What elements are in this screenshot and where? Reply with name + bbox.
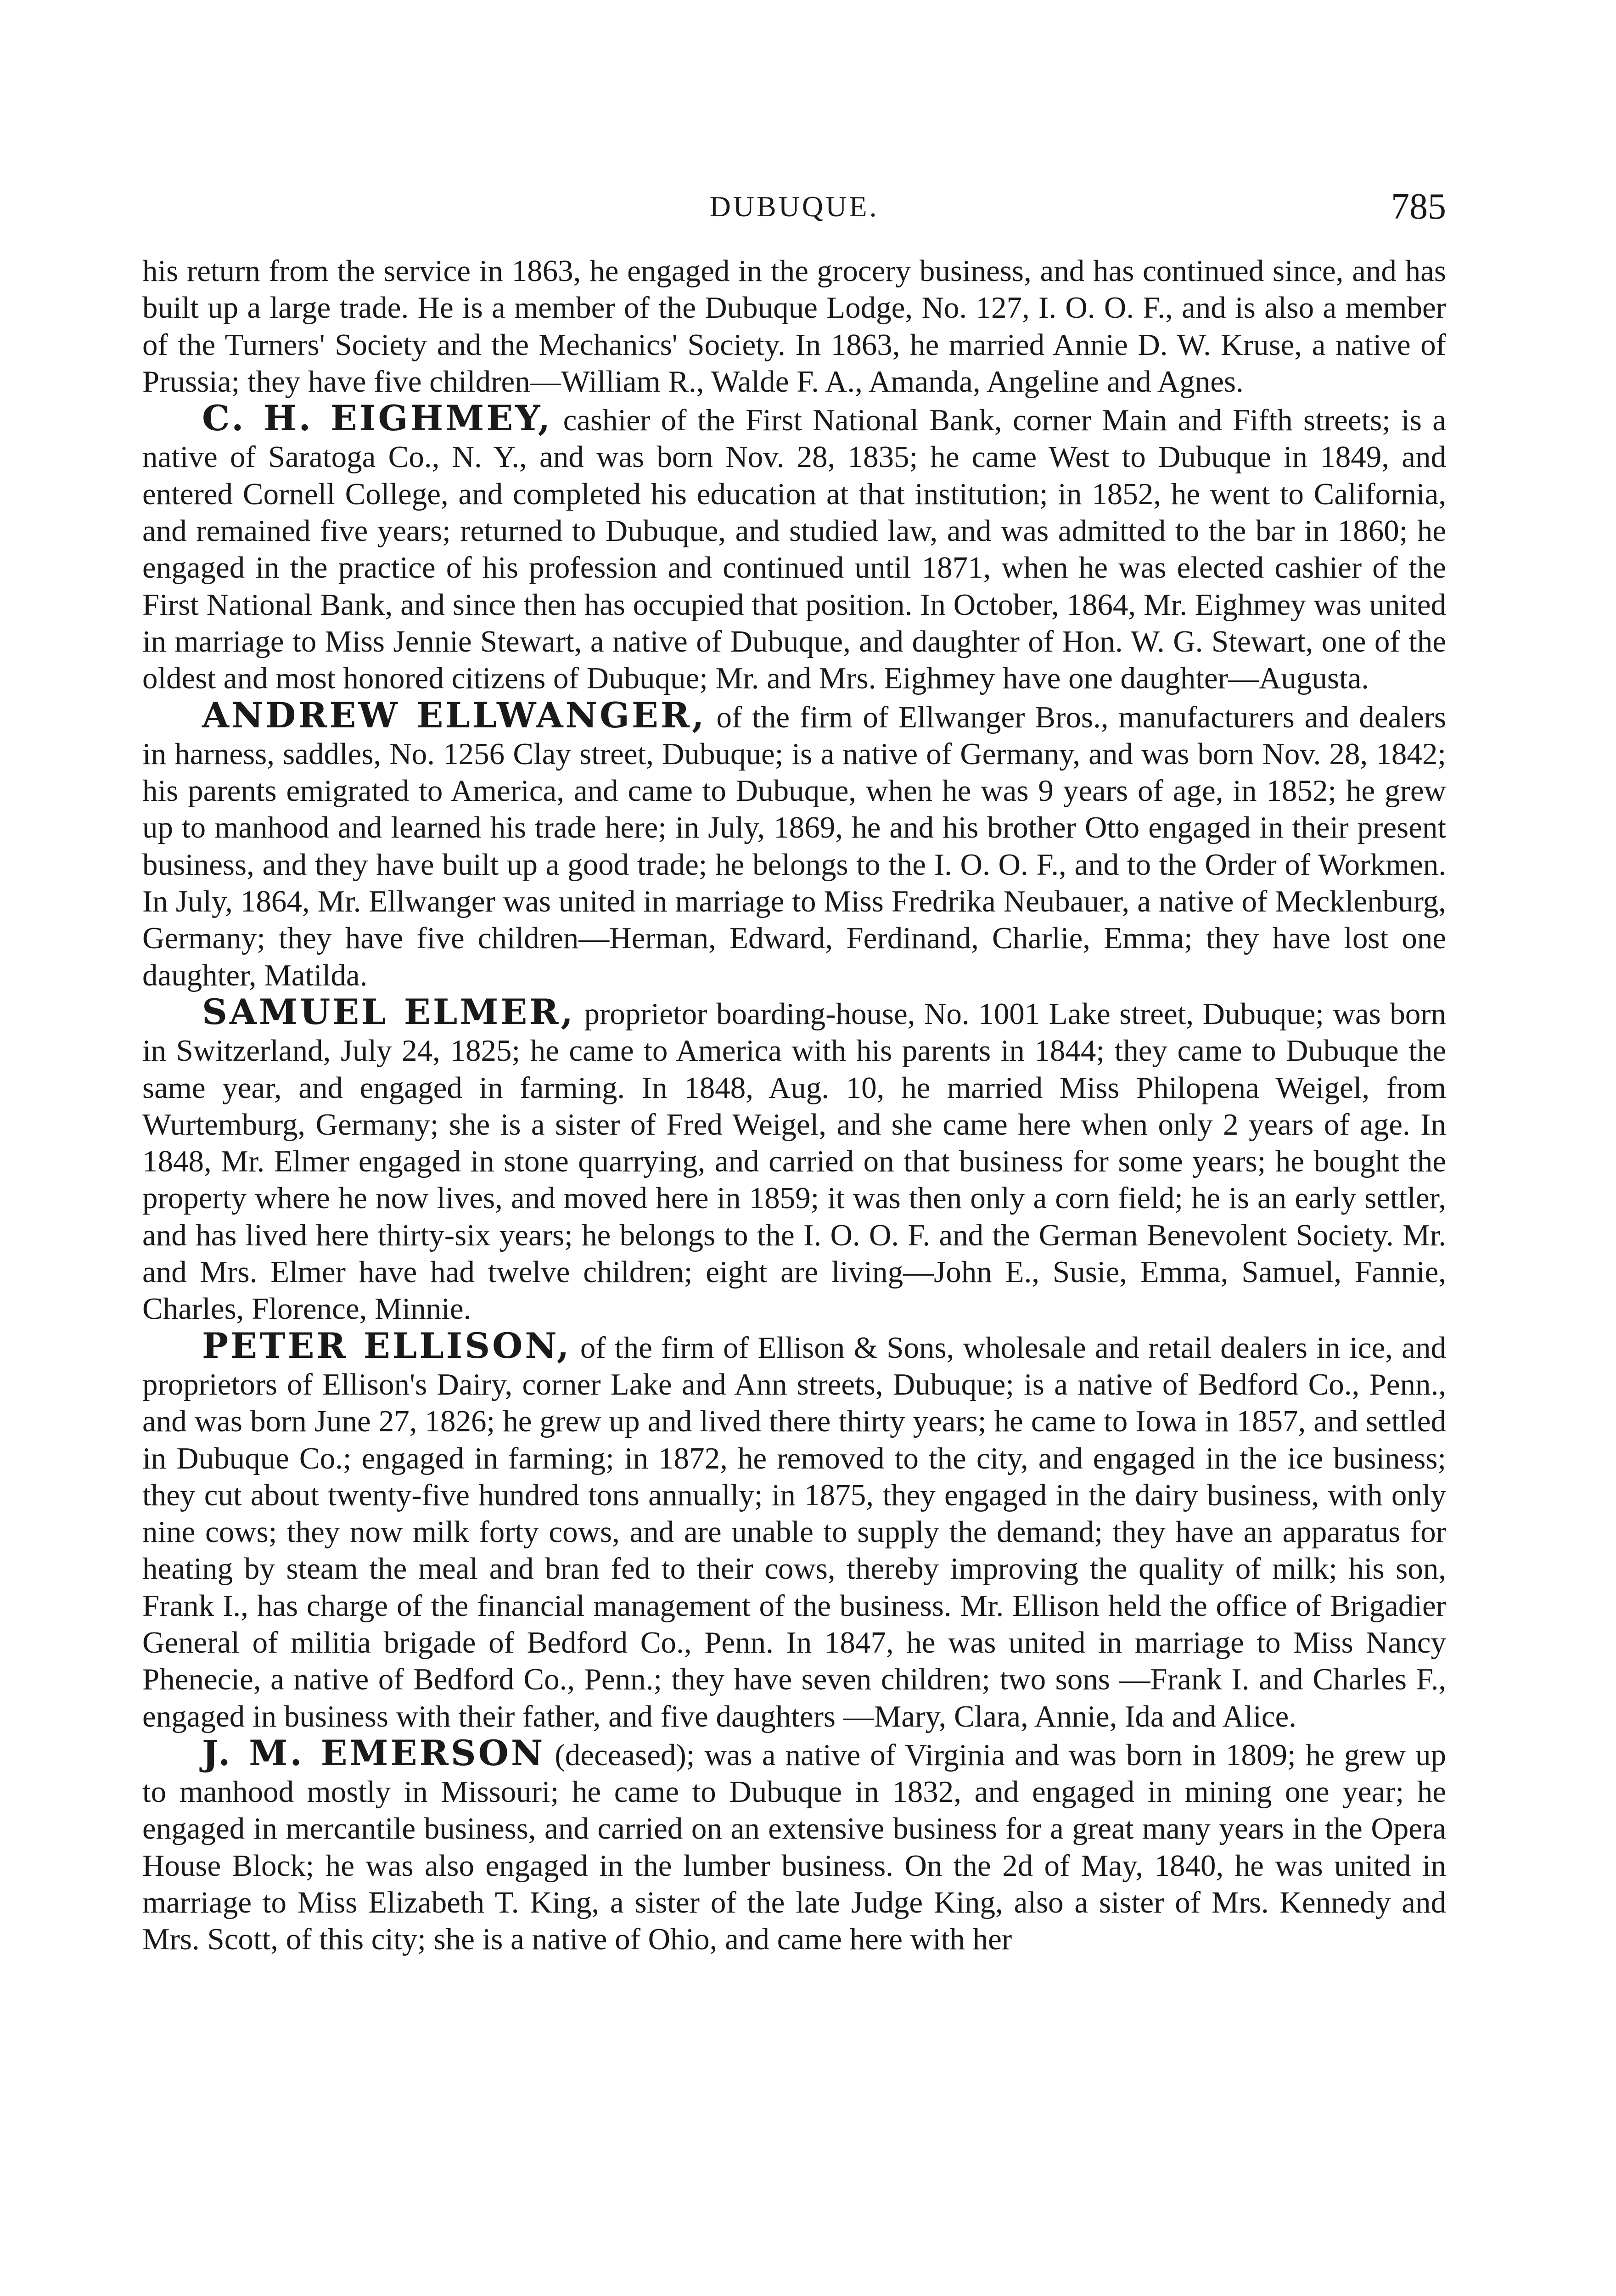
body-text xyxy=(142,253,1446,1958)
biography-text: proprietor boarding-house, No. 1001 Lake street, Dubuque; was born in Switzerland, July 24, 1825; he came to America with his parents in 1844; they came to Dubuque the same year, and engaged in farming. In 1848, Aug. 10, he married Miss Philopena Weigel, from Wurtemburg, Germany; she is a sister of Fred Weigel, and she came here when only 2 years of age. In 1848, Mr. Elmer engaged in stone quarrying, and carried on that business for some years; he bought the property where he now lives, and moved here in 1859; it was then only a corn field; he is an early settler, and has lived here thirty-six years; he belongs to the I. O. O. F. and the German Benevolent Society. Mr. and Mrs. Elmer have had twelve children; eight are living—John E., Susie, Emma, Samuel, Fannie, Charles, Florence, Minnie. xyxy=(142,996,1447,1326)
biography-text: cashier of the First National Bank, corner Main and Fifth streets; is a native of Saratoga Co., N. Y., and was born Nov. 28, 1835; he came West to Dubuque in 1849, and entered Cornell College, and completed his education at that institution; in 1852, he went to California, and remained five years; returned to Dubuque, and studied law, and was admitted to the bar in 1860; he engaged in the practice of his profession and continued until 1871, when he was elected cashier of the First National Bank, and since then has occupied that position. In October, 1864, Mr. Eighmey was united in marriage to Miss Jennie Stewart, a native of Dubuque, and daughter of Hon. W. G. Stewart, one of the oldest and most honored citizens of Dubuque; Mr. and Mrs. Eighmey have one daughter—Augusta. xyxy=(142,403,1446,696)
biography-text: (deceased); was a native of Virginia and was born in 1809; he grew up to manhood mostly in Missouri; he came to Dubuque in 1832, and engaged in mining one year; he engaged in mercantile business, and carried on an extensive business for a great many years in the Opera House Block; he was also engaged in the lumber business. On the 2d of May, 1840, he was united in marriage to Miss Elizabeth T. King, a sister of the late Judge King, also a sister of Mrs. Kennedy and Mrs. Scott, of this city; she is a native of Ohio, and came here with her xyxy=(142,1738,1446,1957)
running-head xyxy=(142,184,1446,230)
biography-elmer xyxy=(142,991,1447,1328)
biography-name: J. M. EMERSON xyxy=(202,1732,545,1773)
biography-name: C. H. EIGHMEY, xyxy=(202,398,553,439)
biography-emerson xyxy=(142,1732,1446,1958)
biography-eighmey xyxy=(142,400,1446,697)
page-number: 785 xyxy=(1391,186,1446,227)
biography-name: ANDREW ELLWANGER, xyxy=(202,694,707,736)
biography-name: PETER ELLISON, xyxy=(202,1325,572,1366)
biography-text: of the firm of Ellwanger Bros., manufacturers and dealers in harness, saddles, No. 1256 Clay street, Dubuque; is a native of Germany, and was born Nov. 28, 1842; his parents emigrated to America, and came to Dubuque, when he was 9 years of age, in 1852; he grew up to manhood and learned his trade here; in July, 1869, he and his brother Otto engaged in their present business, and they have built up a good trade; he belongs to the I. O. O. F., and to the Order of Workmen. In July, 1864, Mr. Ellwanger was united in marriage to Miss Fredrika Neubauer, a native of Mecklenburg, Germany; they have five children—Herman, Edward, Ferdinand, Charlie, Emma; they have lost one daughter, Matilda. xyxy=(142,700,1447,992)
biography-ellison xyxy=(142,1325,1446,1735)
paragraph-text: his return from the service in 1863, he engaged in the grocery business, and has continued since, and has built up a large trade. He is a member of the Dubuque Lodge, No. 127, I. O. O. F., and is also a member of the Turners' Society and the Mechanics' Society. In 1863, he married Annie D. W. Kruse, a native of Prussia; they have five children—William R., Walde F. A., Amanda, Angeline and Agnes. xyxy=(142,254,1446,399)
biography-ellwanger xyxy=(142,694,1447,994)
biography-name: SAMUEL ELMER, xyxy=(202,991,575,1032)
running-title: DUBUQUE. xyxy=(709,190,879,223)
paragraph-continued xyxy=(142,253,1446,400)
biography-text: of the firm of Ellison & Sons, wholesale and retail dealers in ice, and proprietors of Ellison's Dairy, corner Lake and Ann streets, Dubuque; is a native of Bedford Co., Penn., and was born June 27, 1826; he grew up and lived there thirty years; he came to Iowa in 1857, and settled in Dubuque Co.; engaged in farming; in 1872, he removed to the city, and engaged in the ice business; they cut about twenty-five hundred tons annually; in 1875, they engaged in the dairy business, with only nine cows; they now milk forty cows, and are unable to supply the demand; they have an apparatus for heating by steam the meal and bran fed to their cows, thereby improving the quality of milk; his son, Frank I., has charge of the financial management of the business. Mr. Ellison held the office of Brigadier General of militia brigade of Bedford Co., Penn. In 1847, he was united in marriage to Miss Nancy Phenecie, a native of Bedford Co., Penn.; they have seven children; two sons —Frank I. and Charles F., engaged in business with their father, and five daughters —Mary, Clara, Annie, Ida and Alice. xyxy=(142,1330,1446,1733)
